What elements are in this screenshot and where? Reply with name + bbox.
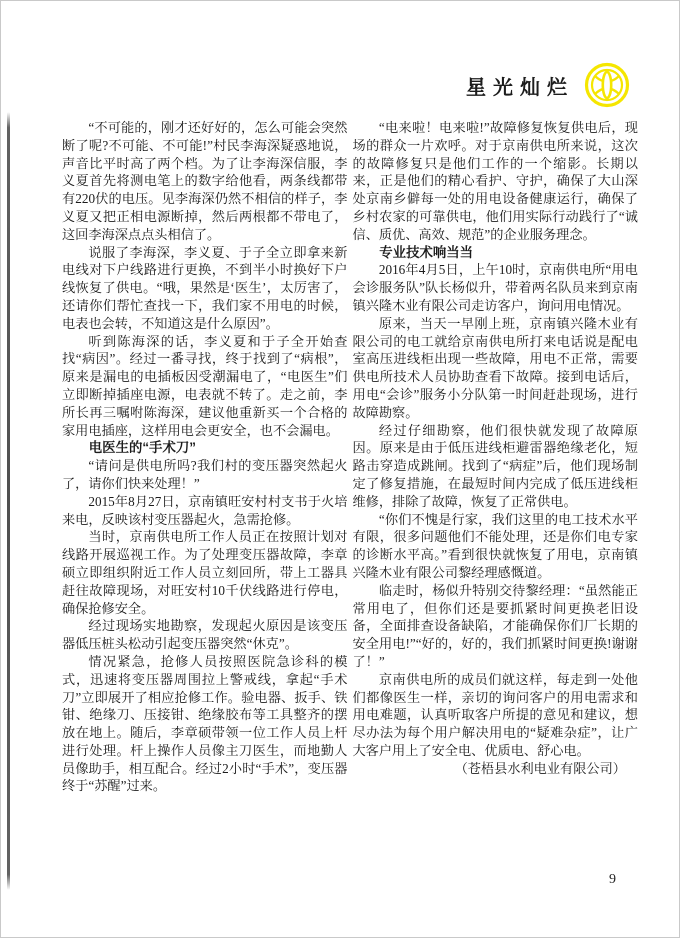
paragraph: 2015年8月27日，京南镇旺安村村支书于火培来电，反映该村变压器起火，急需抢修。 [62,493,348,527]
article-body [62,119,638,795]
trade-union-emblem-icon [584,62,630,108]
page-header [466,62,630,108]
section-heading: 电医生的“手术刀” [88,440,196,456]
paragraph: 原来，当天一早刚上班，京南镇兴隆木业有限公司的电工就给京南供电所打来电话说是配电室高压进线柜出现一些故障，用电不正常，需要供电所技术人员协助查看下故障。接到电话后，用电“会诊”服务小分队第一时间赶赴现场，进行故障勘察。 [352,315,638,420]
paragraph: “请问是供电所吗?我们村的变压器突然起火了，请你们快来处理！” [62,458,348,491]
paragraph: “你们不愧是行家，我们这里的电工技术水平有限，很多问题他们不能处理，还是你们电专家的诊断水平高。”看到很快就恢复了用电，京南镇兴隆木业有限公司黎经理感慨道。 [352,511,638,580]
left-column [62,119,348,795]
paragraph: 当时，京南供电所工作人员正在按照计划对线路开展巡视工作。为了处理变压器故障，李章硕立即组织附近工作人员立刻回所，带上工器具赶往故障现场，对旺安村10千伏线路进行停电，确保抢修安全。 [62,529,348,616]
page-title: 星光灿烂 [466,76,574,99]
section-heading: 专业技术响当当 [379,244,474,260]
attribution-line: （苍梧县水利电业有限公司） [454,760,626,776]
paragraph: “电来啦！电来啦!”故障修复恢复供电后，现场的群众一片欢呼。对于京南供电所来说，这次的故障修复只是他们工作的一个缩影。长期以来，正是他们的精心看护、守护，确保了大山深处京南乡僻每一处的用电设备健康运行，确保了乡村农家的可靠供电，他们用实际行动践行了“诚信、质优、高效、规范”的企业服务理念。 [352,120,638,242]
spine-shadow [7,112,10,890]
right-column [353,119,639,795]
paragraph: 情况紧急，抢修人员按照医院急诊科的模式，迅速将变压器周围拉上警戒线，拿起“手术刀”立即展开了相应抢修工作。验电器、扳手、铁钳、绝缘刀、压接钳、绝缘胶布等工具整齐的摆放在地上。随后，李章硕带领一位工作人员上杆进行处理。杆上操作人员像主刀医生，而地勤人员像助手，相互配合。经过2小时“手术”，变压器终于“苏醒”过来。 [62,653,348,794]
paragraph: “不可能的，刚才还好好的，怎么可能会突然断了呢?不可能、不可能!”村民李海深疑惑地说，声音比平时高了两个档。为了让李海深信服，李义夏首先将测电笔上的数字给他看，两条线都带有220伏的电压。见李海深仍然不相信的样子，李义夏又把正相电源断掉，然后两根都不带电了，这回李海深点点头相信了。 [62,120,348,242]
paragraph: 2016年4月5日，上午10时，京南供电所“用电会诊服务队”队长杨似升，带着两名队员来到京南镇兴隆木业有限公司走访客户，询问用电情况。 [352,262,638,313]
paragraph: 京南供电所的成员们就这样，每走到一处他们都像医生一样，亲切的询问客户的用电需求和用电难题，认真听取客户所提的意见和建议，想尽办法为每个用户解决用电的“疑难杂症”，让广大客户用上了安全电、优质电、舒心电。 [352,671,638,758]
paragraph: 经过现场实地勘察，发现起火原因是该变压器低压桩头松动引起变压器突然“休克”。 [62,618,348,652]
page-number: 9 [609,872,616,887]
paragraph: 说服了李海深，李义夏、于子全立即拿来新电线对下户线路进行更换，不到半小时换好下户线恢复了供电。“哦，果然是‘医生’，太厉害了，还请你们帮忙查找一下，我们家不用电的时候，电表也会转，不知道这是什么原因”。 [62,244,348,331]
paragraph: 临走时，杨似升特别交待黎经理：“虽然能正常用电了，但你们还是要抓紧时间更换老旧设备，全面排查设备缺陷，才能确保你们厂长期的安全用电!”“好的，好的，我们抓紧时间更换!谢谢了！” [352,582,638,669]
paragraph: 经过仔细勘察，他们很快就发现了故障原因。原来是由于低压进线柜避雷器绝缘老化，短路击穿造成跳闸。找到了“病症”后，他们现场制定了修复措施，在最短时间内完成了低压进线柜维修，排除了故障，恢复了正常供电。 [352,422,638,509]
paragraph: 听到陈海深的话，李义夏和于子全开始查找“病因”。经过一番寻找，终于找到了“病根”，原来是漏电的电插板因受潮漏电了，“电医生”们立即断掉插座电源，电表就不转了。走之前，李所长再三嘱咐陈海深，建议他重新买一个合格的家用电插座，这样用电会更安全，也不会漏电。 [62,333,348,438]
